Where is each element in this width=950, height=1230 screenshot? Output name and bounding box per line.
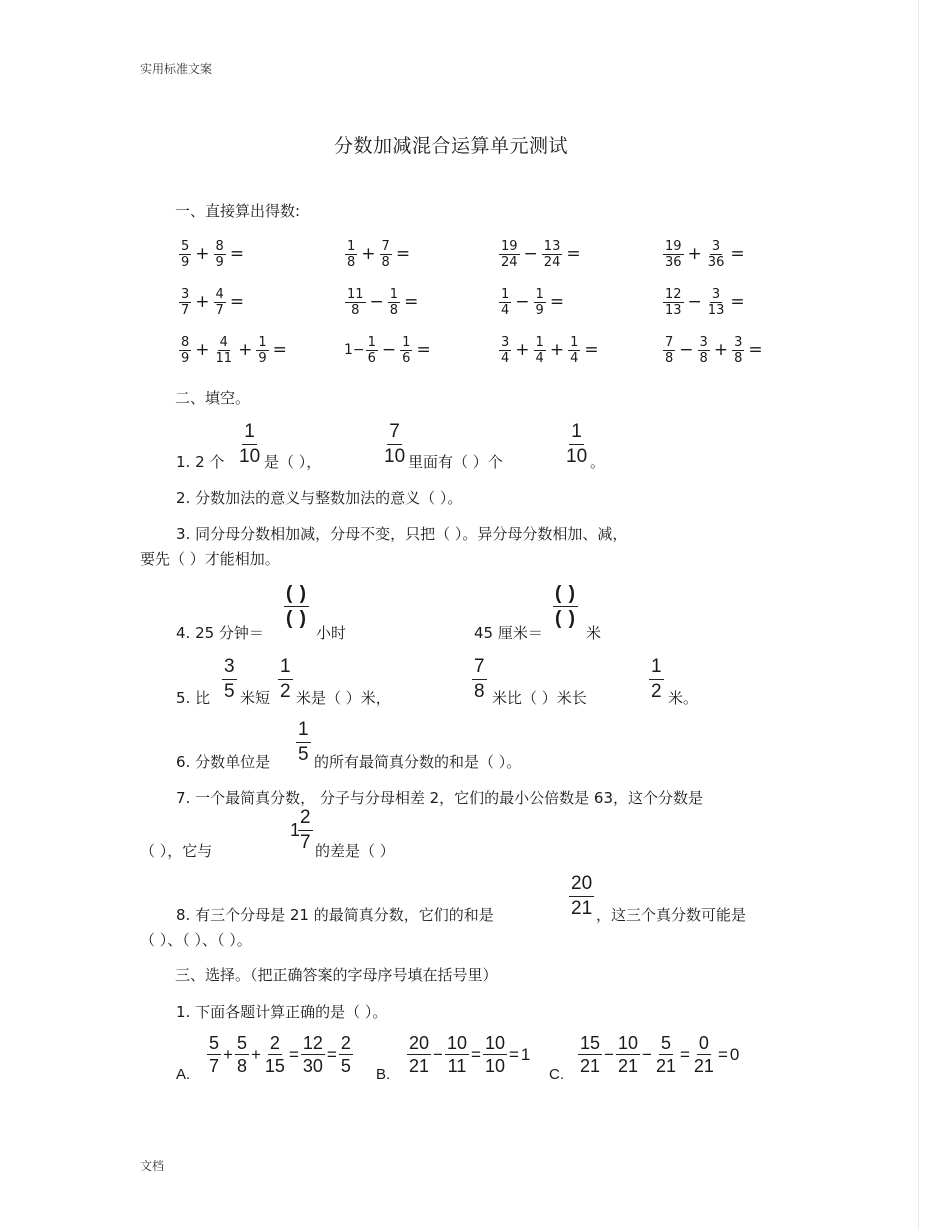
denominator: 8 — [734, 350, 743, 366]
fraction — [663, 335, 675, 366]
denominator: 4 — [570, 350, 579, 366]
calc-expression — [662, 234, 748, 274]
operator: 0 — [729, 1044, 740, 1064]
fraction — [345, 287, 366, 318]
numerator: 1 — [347, 238, 356, 254]
fraction — [179, 287, 191, 318]
numerator: 3 — [711, 286, 721, 302]
denominator: 36 — [707, 254, 725, 270]
denominator: 8 — [351, 302, 360, 318]
option-label: C. — [549, 1066, 564, 1083]
q8-text-a: 8. 有三个分母是 21 的最简真分数，它们的和是 — [176, 906, 494, 924]
fraction — [366, 335, 378, 366]
numerator: 19 — [665, 238, 682, 254]
operator: = — [229, 292, 245, 312]
operator: + — [361, 244, 376, 264]
fraction — [214, 239, 226, 270]
denominator: 9 — [181, 350, 190, 366]
operator: + — [713, 340, 729, 360]
option-expression — [406, 1032, 531, 1077]
denominator: 7 — [209, 1056, 220, 1076]
q6-text-a: 6. 分数单位是 — [176, 753, 271, 771]
denominator: 9 — [181, 254, 190, 270]
numerator: 1 — [501, 286, 510, 302]
operator: = — [730, 292, 745, 312]
q5-fraction-4: 1 2 — [651, 656, 662, 702]
denominator: 4 — [501, 302, 510, 318]
denominator: 8 — [347, 254, 356, 270]
denominator: 6 — [402, 350, 411, 366]
denominator: 7 — [181, 302, 190, 318]
operator: = — [679, 1044, 690, 1064]
operator: = — [326, 1044, 337, 1064]
fraction — [654, 1032, 678, 1077]
q6-text-b: 的所有最简真分数的和是（ ）。 — [314, 753, 522, 771]
denominator: 30 — [302, 1056, 323, 1076]
q8-fraction: 20 21 — [571, 873, 593, 919]
fraction — [663, 287, 684, 318]
fraction — [388, 287, 400, 318]
fraction — [499, 287, 511, 318]
calc-expression — [344, 330, 434, 370]
denominator: 7 — [215, 302, 224, 318]
q7-text-a: （ ），它与 — [140, 842, 213, 860]
fraction — [207, 1032, 221, 1077]
numerator: 1 — [402, 334, 411, 350]
q5-text-c: 米是（ ）米， — [296, 689, 391, 707]
denominator: 24 — [501, 254, 518, 270]
q1-text-a: 1. 2 个 — [176, 453, 225, 471]
denominator: 21 — [409, 1056, 430, 1076]
operator: − — [642, 1044, 652, 1064]
denominator: 8 — [389, 302, 399, 318]
fraction — [256, 335, 268, 366]
numerator: 15 — [580, 1033, 601, 1053]
fraction — [692, 1032, 716, 1077]
fraction — [534, 287, 546, 318]
operator: 1 — [520, 1044, 531, 1064]
numerator: 1 — [389, 286, 399, 302]
q4-text-b: 小时 — [316, 624, 347, 642]
s3-q1-text: 1. 下面各题计算正确的是（ ）。 — [176, 1003, 388, 1021]
denominator: 21 — [655, 1056, 676, 1076]
numerator: 10 — [484, 1033, 505, 1053]
fraction — [235, 1032, 249, 1077]
denominator: 6 — [367, 350, 376, 366]
fraction — [339, 1032, 353, 1077]
denominator: 4 — [501, 350, 510, 366]
operator: = — [730, 244, 745, 264]
fraction — [616, 1032, 640, 1077]
numerator: 5 — [181, 238, 190, 254]
operator: = — [508, 1044, 519, 1064]
fraction — [578, 1032, 602, 1077]
fraction — [698, 335, 710, 366]
fraction — [301, 1032, 325, 1077]
calc-expression — [344, 234, 413, 274]
denominator: 4 — [535, 350, 544, 366]
operator: + — [238, 340, 253, 360]
q7-mixed-integer: 1 — [290, 820, 301, 840]
page-title: 分数加减混合运算单元测试 — [334, 135, 569, 157]
q8-text-b: ，这三个真分数可能是 — [596, 906, 747, 924]
q7-text-line1: 7. 一个最简真分数， 分子与分母相差 2，它们的最小公倍数是 63，这个分数是 — [176, 789, 704, 807]
q4-fraction-2: ( ) ( ) — [555, 583, 576, 629]
fraction — [407, 1032, 431, 1077]
fraction — [568, 335, 580, 366]
operator: 1− — [344, 342, 365, 358]
numerator: 5 — [236, 1033, 247, 1053]
numerator: 3 — [699, 334, 708, 350]
q6-fraction: 1 5 — [298, 719, 309, 765]
denominator: 8 — [236, 1056, 247, 1076]
q1-text-b: 是（ ）， — [264, 453, 322, 471]
q2-text: 2. 分数加法的意义与整数加法的意义（ ）。 — [176, 489, 463, 507]
operator: + — [195, 340, 210, 360]
numerator: 12 — [665, 286, 682, 302]
q3-text-line1: 3. 同分母分数相加减，分母不变，只把（ ）。异分母分数相加、减， — [176, 525, 628, 543]
q3-text-line2: 要先（ ）才能相加。 — [140, 550, 280, 568]
denominator: 8 — [665, 350, 674, 366]
operator: = — [272, 340, 287, 360]
numerator: 3 — [501, 334, 510, 350]
operator: − — [515, 292, 530, 312]
fraction — [706, 287, 727, 318]
operator: − — [604, 1044, 614, 1064]
q1-text-d: 。 — [590, 453, 606, 471]
fraction — [380, 239, 392, 270]
numerator: 8 — [215, 238, 224, 254]
q4-fraction-1: ( ) ( ) — [286, 583, 307, 629]
calc-expression — [344, 282, 421, 322]
numerator: 2 — [269, 1033, 280, 1053]
operator: = — [416, 340, 431, 360]
numerator: 2 — [340, 1033, 351, 1053]
footer-label: 文档 — [140, 1159, 165, 1173]
fraction — [263, 1032, 287, 1077]
q1-fraction-2: 7 10 — [384, 421, 406, 467]
denominator: 21 — [580, 1056, 601, 1076]
numerator: 1 — [258, 334, 267, 350]
fraction — [179, 239, 191, 270]
denominator: 9 — [215, 254, 224, 270]
q5-fraction-1: 3 5 — [224, 656, 235, 702]
operator: − — [679, 340, 694, 360]
numerator: 4 — [219, 334, 228, 350]
calc-expression — [662, 330, 766, 370]
denominator: 13 — [707, 302, 725, 318]
denominator: 8 — [381, 254, 390, 270]
calc-expression — [662, 282, 748, 322]
fraction — [214, 335, 235, 366]
operator: = — [229, 244, 245, 264]
calc-expression — [178, 330, 290, 370]
operator: − — [523, 244, 538, 264]
calc-expression — [498, 234, 584, 274]
operator: = — [471, 1044, 481, 1064]
fraction — [483, 1032, 507, 1077]
operator: = — [404, 292, 419, 312]
q4-text-d: 米 — [586, 624, 602, 642]
denominator: 21 — [693, 1056, 714, 1076]
numerator: 10 — [617, 1033, 638, 1053]
operator: − — [381, 340, 397, 360]
fraction — [499, 239, 520, 270]
numerator: 7 — [665, 334, 674, 350]
fraction — [499, 335, 511, 366]
fraction — [179, 335, 191, 366]
denominator: 10 — [484, 1056, 505, 1076]
section1-heading: 一、直接算出得数: — [175, 202, 301, 220]
denominator: 5 — [340, 1056, 351, 1076]
denominator: 24 — [543, 254, 561, 270]
numerator: 0 — [698, 1033, 709, 1053]
calc-expression — [498, 282, 567, 322]
operator: − — [433, 1044, 443, 1064]
operator: = — [288, 1044, 299, 1064]
calc-expression — [498, 330, 602, 370]
q7-mixed-fraction: 2 7 — [300, 807, 311, 853]
numerator: 1 — [367, 334, 376, 350]
operator: + — [223, 1044, 233, 1064]
header-label: 实用标准文案 — [140, 62, 213, 76]
fraction — [445, 1032, 469, 1077]
fraction — [732, 335, 744, 366]
fraction — [214, 287, 226, 318]
page-edge — [918, 0, 919, 1230]
fraction — [400, 335, 412, 366]
operator: = — [395, 244, 411, 264]
operator: − — [687, 292, 702, 312]
fraction — [542, 239, 563, 270]
option-expression — [577, 1032, 740, 1077]
q5-text-a: 5. 比 — [176, 689, 211, 707]
numerator: 20 — [409, 1033, 430, 1053]
numerator: 13 — [543, 238, 561, 254]
operator: + — [195, 292, 210, 312]
q8-text-line2: （ ）、（ ）、（ ）。 — [140, 931, 252, 949]
operator: + — [195, 244, 210, 264]
denominator: 13 — [665, 302, 682, 318]
denominator: 8 — [699, 350, 708, 366]
q5-text-e: 米。 — [668, 689, 699, 707]
q5-text-b: 米短 — [240, 689, 271, 707]
fraction — [534, 335, 546, 366]
option-label: A. — [176, 1066, 191, 1083]
fraction — [706, 239, 727, 270]
operator: + — [250, 1044, 261, 1064]
q7-text-b: 的差是（ ） — [315, 842, 395, 860]
denominator: 9 — [535, 302, 544, 318]
section2-heading: 二、填空。 — [175, 389, 251, 407]
q5-text-d: 米比（ ）米长 — [492, 689, 587, 707]
q4-text-c: 45 厘米＝ — [474, 624, 543, 642]
numerator: 10 — [446, 1033, 467, 1053]
operator: + — [687, 244, 702, 264]
denominator: 15 — [264, 1056, 285, 1076]
denominator: 36 — [665, 254, 682, 270]
numerator: 11 — [347, 286, 364, 302]
numerator: 19 — [501, 238, 518, 254]
operator: = — [748, 340, 763, 360]
fraction — [663, 239, 684, 270]
operator: = — [717, 1044, 728, 1064]
numerator: 3 — [734, 334, 743, 350]
operator: = — [549, 292, 565, 312]
operator: = — [584, 340, 599, 360]
q1-fraction-3: 1 10 — [566, 421, 588, 467]
section3-heading: 三、选择。（把正确答案的字母序号填在括号里） — [175, 966, 498, 984]
numerator: 5 — [660, 1033, 671, 1053]
numerator: 1 — [535, 334, 544, 350]
operator: + — [549, 340, 565, 360]
numerator: 1 — [535, 286, 544, 302]
numerator: 3 — [711, 238, 721, 254]
fraction — [345, 239, 357, 270]
denominator: 21 — [617, 1056, 638, 1076]
q1-fraction-1: 1 10 — [239, 421, 261, 467]
operator: = — [566, 244, 581, 264]
numerator: 8 — [181, 334, 190, 350]
option-expression — [206, 1032, 354, 1077]
numerator: 12 — [302, 1033, 323, 1053]
denominator: 11 — [215, 350, 233, 366]
denominator: 9 — [258, 350, 267, 366]
q4-text-a: 4. 25 分钟＝ — [176, 624, 264, 642]
calc-expression — [178, 234, 247, 274]
operator: − — [369, 292, 384, 312]
option-label: B. — [376, 1066, 391, 1083]
q1-text-c: 里面有（ ）个 — [408, 453, 503, 471]
numerator: 7 — [381, 238, 390, 254]
q5-fraction-3: 7 8 — [474, 656, 485, 702]
numerator: 1 — [570, 334, 579, 350]
numerator: 4 — [215, 286, 224, 302]
calc-expression — [178, 282, 247, 322]
q5-fraction-2: 1 2 — [280, 656, 291, 702]
denominator: 11 — [447, 1056, 467, 1076]
numerator: 5 — [209, 1033, 220, 1053]
numerator: 3 — [181, 286, 190, 302]
operator: + — [515, 340, 530, 360]
